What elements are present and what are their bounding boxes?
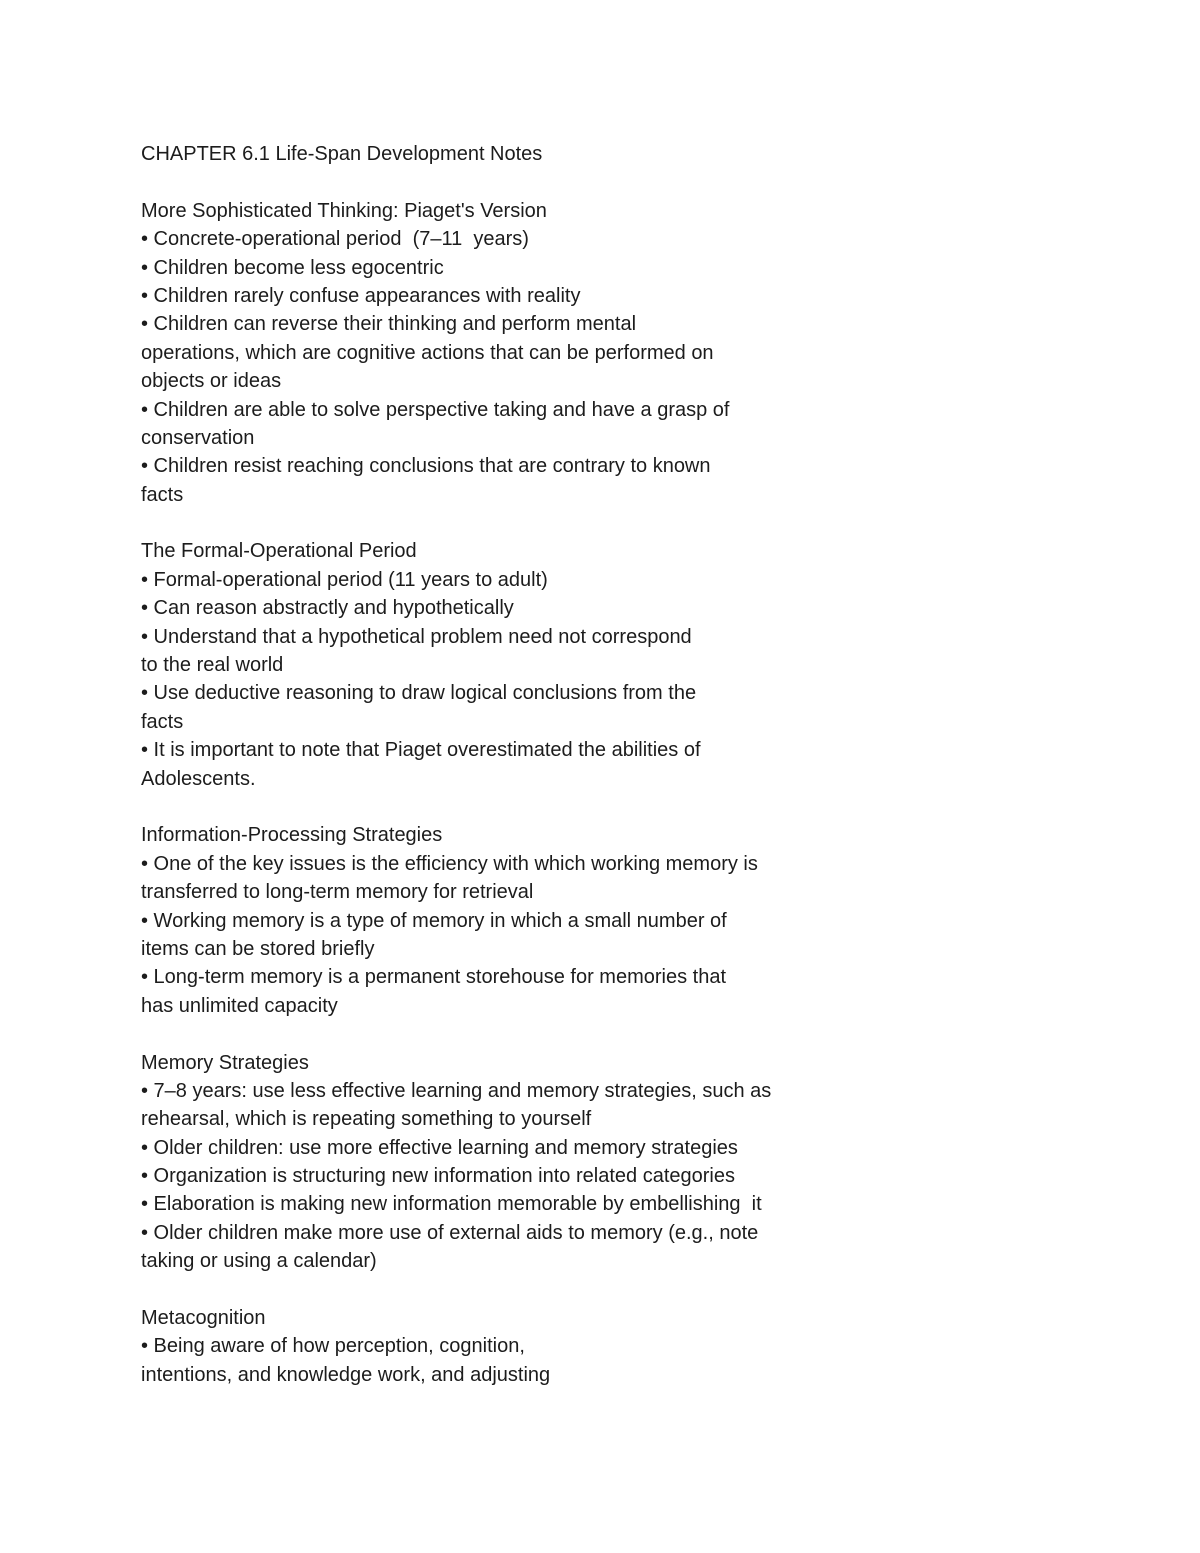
spacer (141, 509, 1141, 537)
section-line: transferred to long-term memory for retrieval (141, 881, 534, 904)
section-line: • One of the key issues is the efficiency with which working memory is (141, 852, 758, 875)
section-line: • It is important to note that Piaget overestimated the abilities of (141, 739, 701, 762)
section-line: facts (141, 483, 184, 506)
section-heading: The Formal-Operational Period (141, 540, 417, 563)
section-line: Adolescents. (141, 767, 256, 790)
section-metacognition (141, 1304, 1141, 1389)
section-line: taking or using a calendar) (141, 1250, 377, 1273)
section-line: • Organization is structuring new information into related categories (141, 1165, 735, 1188)
section-formal-operational (141, 537, 1141, 793)
section-line: objects or ideas (141, 370, 282, 393)
section-heading: Memory Strategies (141, 1051, 309, 1074)
section-line: • Understand that a hypothetical problem need not correspond (141, 625, 692, 648)
section-line: operations, which are cognitive actions that can be performed on (141, 341, 714, 364)
section-line: • Children can reverse their thinking and perform mental (141, 313, 637, 336)
section-line: facts (141, 710, 184, 733)
section-line: • Elaboration is making new information memorable by embellishing it (141, 1193, 762, 1216)
section-piaget (141, 197, 1141, 509)
section-line: • Can reason abstractly and hypothetically (141, 597, 514, 620)
document-page (141, 140, 1141, 1389)
section-line: • Use deductive reasoning to draw logical conclusions from the (141, 682, 697, 705)
section-heading: Information-Processing Strategies (141, 824, 443, 847)
section-line: • Children become less egocentric (141, 256, 444, 279)
section-line: intentions, and knowledge work, and adjusting (141, 1363, 551, 1386)
section-line: • Children resist reaching conclusions that are contrary to known (141, 455, 711, 478)
section-line: • Children are able to solve perspective taking and have a grasp of (141, 398, 730, 421)
spacer (141, 793, 1141, 821)
section-line: • Older children: use more effective learning and memory strategies (141, 1136, 738, 1159)
section-line: to the real world (141, 654, 284, 677)
spacer (141, 1020, 1141, 1048)
section-line: • Children rarely confuse appearances with reality (141, 284, 581, 307)
spacer (141, 168, 1141, 196)
section-line: • 7–8 years: use less effective learning and memory strategies, such as (141, 1079, 772, 1102)
section-line: • Concrete-operational period (7–11 years) (141, 228, 529, 251)
section-line: • Formal-operational period (11 years to adult) (141, 568, 548, 591)
section-information-processing (141, 821, 1141, 1020)
section-heading: Metacognition (141, 1307, 266, 1330)
section-heading: More Sophisticated Thinking: Piaget's Version (141, 199, 547, 222)
section-line: • Being aware of how perception, cognition, (141, 1335, 525, 1358)
section-line: • Working memory is a type of memory in which a small number of (141, 909, 727, 932)
section-line: rehearsal, which is repeating something to yourself (141, 1108, 592, 1131)
document-title: CHAPTER 6.1 Life-Span Development Notes (141, 143, 543, 165)
section-line: has unlimited capacity (141, 994, 338, 1017)
section-line: conservation (141, 426, 255, 449)
section-memory-strategies (141, 1049, 1141, 1276)
section-line: • Long-term memory is a permanent storehouse for memories that (141, 966, 727, 989)
spacer (141, 1276, 1141, 1304)
section-line: items can be stored briefly (141, 937, 375, 960)
section-line: • Older children make more use of external aids to memory (e.g., note (141, 1221, 759, 1244)
